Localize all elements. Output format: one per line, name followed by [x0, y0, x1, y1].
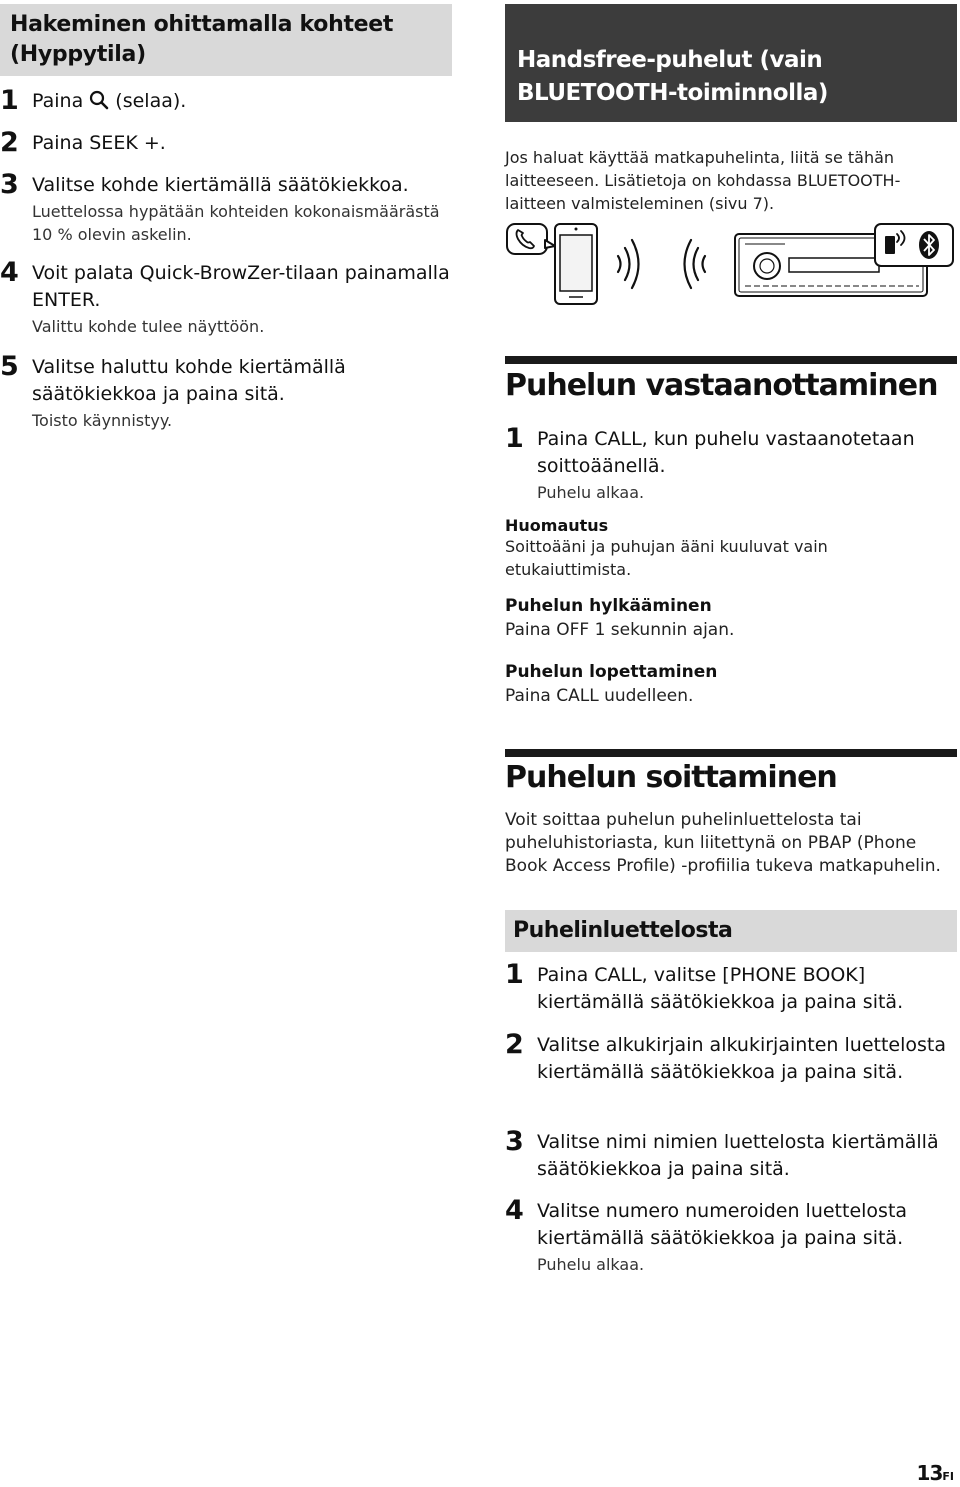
- phonebook-heading: Puhelinluettelosta: [505, 910, 957, 952]
- step-text: Paina SEEK +.: [32, 132, 166, 154]
- step-text: Voit palata Quick-BrowZer-tilaan painamalla ENTER.: [32, 262, 450, 311]
- step-text: Valitse numero numeroiden luettelosta kiertämällä säätökiekkoa ja paina sitä.: [537, 1200, 908, 1249]
- step-text: Valitse nimi nimien luettelosta kiertämällä säätökiekkoa ja paina sitä.: [537, 1131, 939, 1180]
- reject-call-label: Puhelun hylkääminen: [505, 596, 712, 616]
- step-number: 3: [505, 1126, 523, 1157]
- step-text: Valitse alkukirjain alkukirjainten luettelosta kiertämällä säätökiekkoa ja paina sitä.: [537, 1034, 946, 1083]
- note-label: Huomautus: [505, 516, 609, 535]
- bluetooth-icon: [919, 231, 939, 259]
- step-note: Valittu kohde tulee näyttöön.: [32, 317, 265, 336]
- note-text: Soittoääni ja puhujan ääni kuuluvat vain etukaiuttimista.: [505, 537, 828, 579]
- step-text: Paina CALL, kun puhelu vastaanotetaan soittoäänellä.: [537, 428, 915, 477]
- handsfree-intro: Jos haluat käyttää matkapuhelinta, liitä se tähän laitteeseen. Lisätietoja on kohdassa BLUETOOTH-laitteen valmisteleminen (sivu 7).: [505, 148, 901, 213]
- step-number: 4: [505, 1195, 523, 1226]
- call-bubble-icon: [507, 224, 555, 254]
- make-call-intro: Voit soittaa puhelun puhelinluettelosta tai puheluhistoriasta, kun liitettynä on PBAP (Phone Book Access Profile) -profiilia tukeva matkapuhelin.: [505, 810, 941, 876]
- reject-call-text: Paina OFF 1 sekunnin ajan.: [505, 620, 735, 640]
- step-number: 2: [0, 127, 18, 158]
- end-call-label: Puhelun lopettaminen: [505, 662, 718, 682]
- section-heading-skip-mode: Hakeminen ohittamalla kohteet (Hyppytila): [0, 4, 452, 76]
- step-number: 1: [0, 85, 18, 116]
- step-number: 2: [505, 1029, 523, 1060]
- section-rule: [505, 749, 957, 757]
- make-call-title: Puhelun soittaminen: [505, 760, 837, 795]
- smartphone-icon: [555, 224, 597, 304]
- bluetooth-connection-illustration: [505, 220, 957, 310]
- step-number: 1: [505, 423, 523, 454]
- step-number: 3: [0, 169, 18, 200]
- step-text: Paina (selaa).: [32, 88, 452, 118]
- step-note: Toisto käynnistyy.: [32, 411, 173, 430]
- step-number: 1: [505, 959, 523, 990]
- section-rule: [505, 356, 957, 364]
- connected-badge: [875, 224, 953, 266]
- step-note: Puhelu alkaa.: [537, 483, 645, 502]
- step-text: Valitse kohde kiertämällä säätökiekkoa.: [32, 174, 409, 196]
- magnifier-icon: [89, 90, 109, 118]
- step-text: Valitse haluttu kohde kiertämällä säätökiekkoa ja paina sitä.: [32, 356, 346, 405]
- signal-waves-icon: [618, 240, 705, 288]
- end-call-text: Paina CALL uudelleen.: [505, 686, 694, 706]
- step-note: Luettelossa hypätään kohteiden kokonaismäärästä 10 % olevin askelin.: [32, 202, 440, 244]
- step-note: Puhelu alkaa.: [537, 1255, 645, 1274]
- step-text: Paina CALL, valitse [PHONE BOOK] kiertämällä säätökiekkoa ja paina sitä.: [537, 964, 904, 1013]
- answer-call-title: Puhelun vastaanottaminen: [505, 368, 938, 403]
- step-number: 4: [0, 257, 18, 288]
- page-number: 13FI: [916, 1461, 954, 1485]
- step-number: 5: [0, 351, 18, 382]
- section-heading-handsfree: Handsfree-puhelut (vain BLUETOOTH-toiminnolla): [505, 4, 957, 122]
